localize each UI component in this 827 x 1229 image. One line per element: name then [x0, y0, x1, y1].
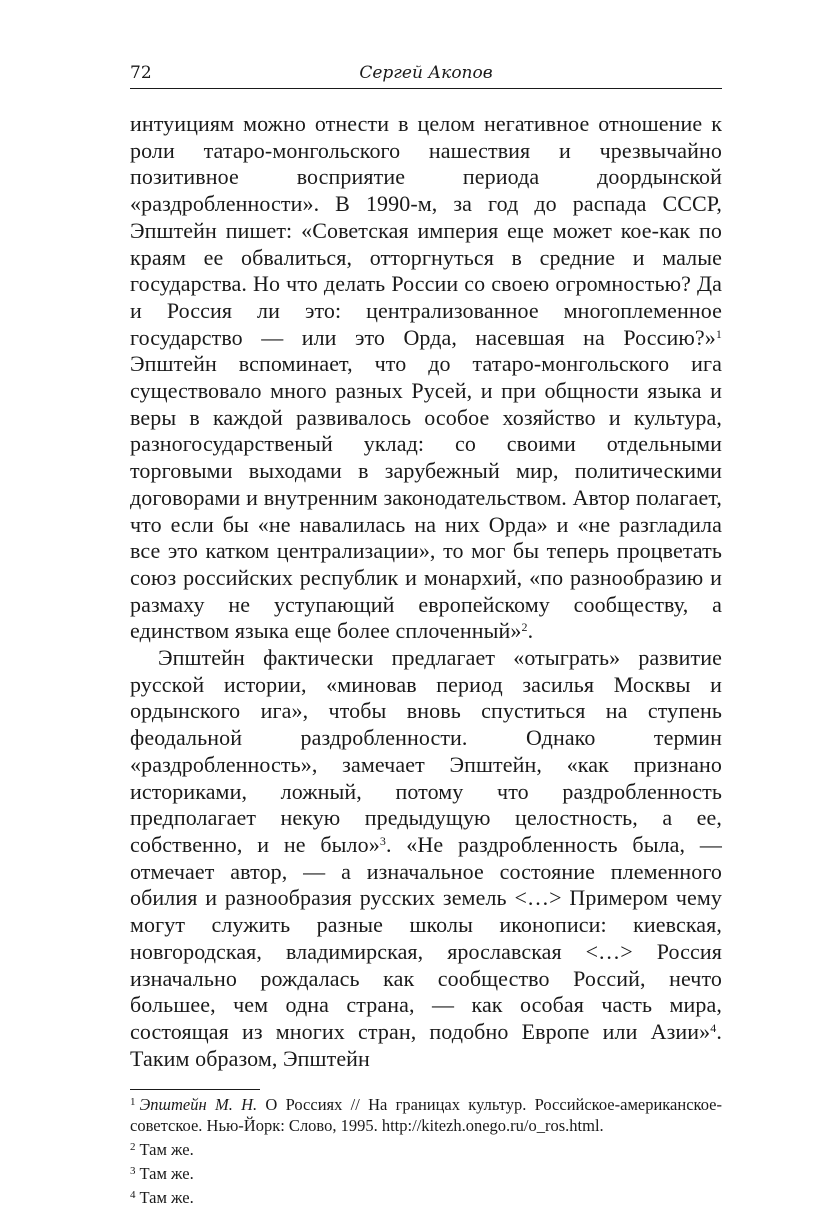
footnote-divider: [130, 1089, 260, 1090]
footnote-text: Там же.: [139, 1188, 194, 1208]
paragraph-2-text-b: . «Не раздробленность была, — отмечает автор, — а изначальное состояние племенного обилия и разнообразия русских земель <…> Примером чему могут служить разные школы иконописи: киевская, новгородская, владимирская, ярославская <…> Россия изначально рождалась как сообщество Россий, нечто большее, чем одна страна, — как особая часть мира, состоящая из многих стран, подобно Европе или Азии»: [130, 831, 722, 1044]
footnote-3: [130, 1163, 722, 1184]
paragraph-1-text-a: интуициям можно отнести в целом негативное отношение к роли татаро-монгольского нашествия и чрезвычайно позитивное восприятие периода доордынской «раздробленности». В 1990-м, за год до распада СССР, Эпштейн пишет: «Советская империя еще может кое-как по краям ее обвалиться, отторгнуться в средние и малые государства. Но что делать России со своею огромностью? Да и Россия ли это: централизованное многоплеменное государство — или это Орда, насевшая на Россию?»: [130, 111, 722, 350]
footnote-text: Там же.: [139, 1140, 194, 1160]
footnote-text: Там же.: [139, 1164, 194, 1184]
footnote-4: [130, 1187, 722, 1208]
paragraph-1: [130, 111, 722, 645]
book-page: [130, 62, 722, 1211]
footnote-mark: 1: [130, 1096, 136, 1109]
footnotes: [130, 1094, 722, 1208]
footnote-ref-3[interactable]: 3: [379, 833, 386, 848]
paragraph-2-text-a: Эпштейн фактически предлагает «отыграть» развитие русской истории, «миновав период засилья Москвы и ордынского ига», чтобы вновь спуститься на ступень феодальной раздробленности. Однако термин «раздробленность», замечает Эпштейн, «как признано историками, ложный, потому что раздробленность предполагает некую предыдущую целостность, а ее, собственно, и не было»: [130, 645, 722, 857]
page-number: 72: [130, 63, 152, 83]
footnote-mark: 3: [130, 1165, 136, 1178]
footnote-ref-2[interactable]: 2: [521, 620, 528, 635]
paragraph-1-text-b: Эпштейн вспоминает, что до татаро-монгольского ига существовало много разных Русей, и при общности языка и веры в каждой развивалось особое хозяйство и культура, разногосударственый уклад: со своими отдельными торговыми выходами в зарубежный мир, политическими договорами и внутренним законодательством. Автор полагает, что если бы «не навалилась на них Орда» и «не разгладила все это катком централизации», то мог бы теперь процветать союз российских республик и монархий, «по разнообразию и размаху не уступающий европейскому сообществу, а единством языка еще более сплоченный»: [130, 351, 722, 644]
paragraph-2: [130, 645, 722, 1072]
footnote-ref-4[interactable]: 4: [710, 1020, 717, 1035]
body-text: [130, 111, 722, 1072]
running-title: Сергей Акопов: [359, 63, 493, 83]
footnote-1: [130, 1094, 722, 1136]
paragraph-2-text-c: . Таким образом, Эпштейн: [130, 1018, 722, 1071]
footnote-2: [130, 1139, 722, 1160]
footnote-mark: 2: [130, 1141, 136, 1154]
running-head: [130, 62, 722, 89]
paragraph-1-text-c: .: [527, 618, 534, 644]
footnote-text: О Россиях // На границах культур. Российское-американское-советское. Нью-Йорк: Слово, 1995. http://kitezh.onego.ru/o_ros.html.: [130, 1095, 722, 1136]
footnote-ref-1[interactable]: 1: [715, 326, 722, 341]
footnote-author: Эпштейн М. Н.: [139, 1095, 258, 1115]
footnote-mark: 4: [130, 1189, 136, 1202]
